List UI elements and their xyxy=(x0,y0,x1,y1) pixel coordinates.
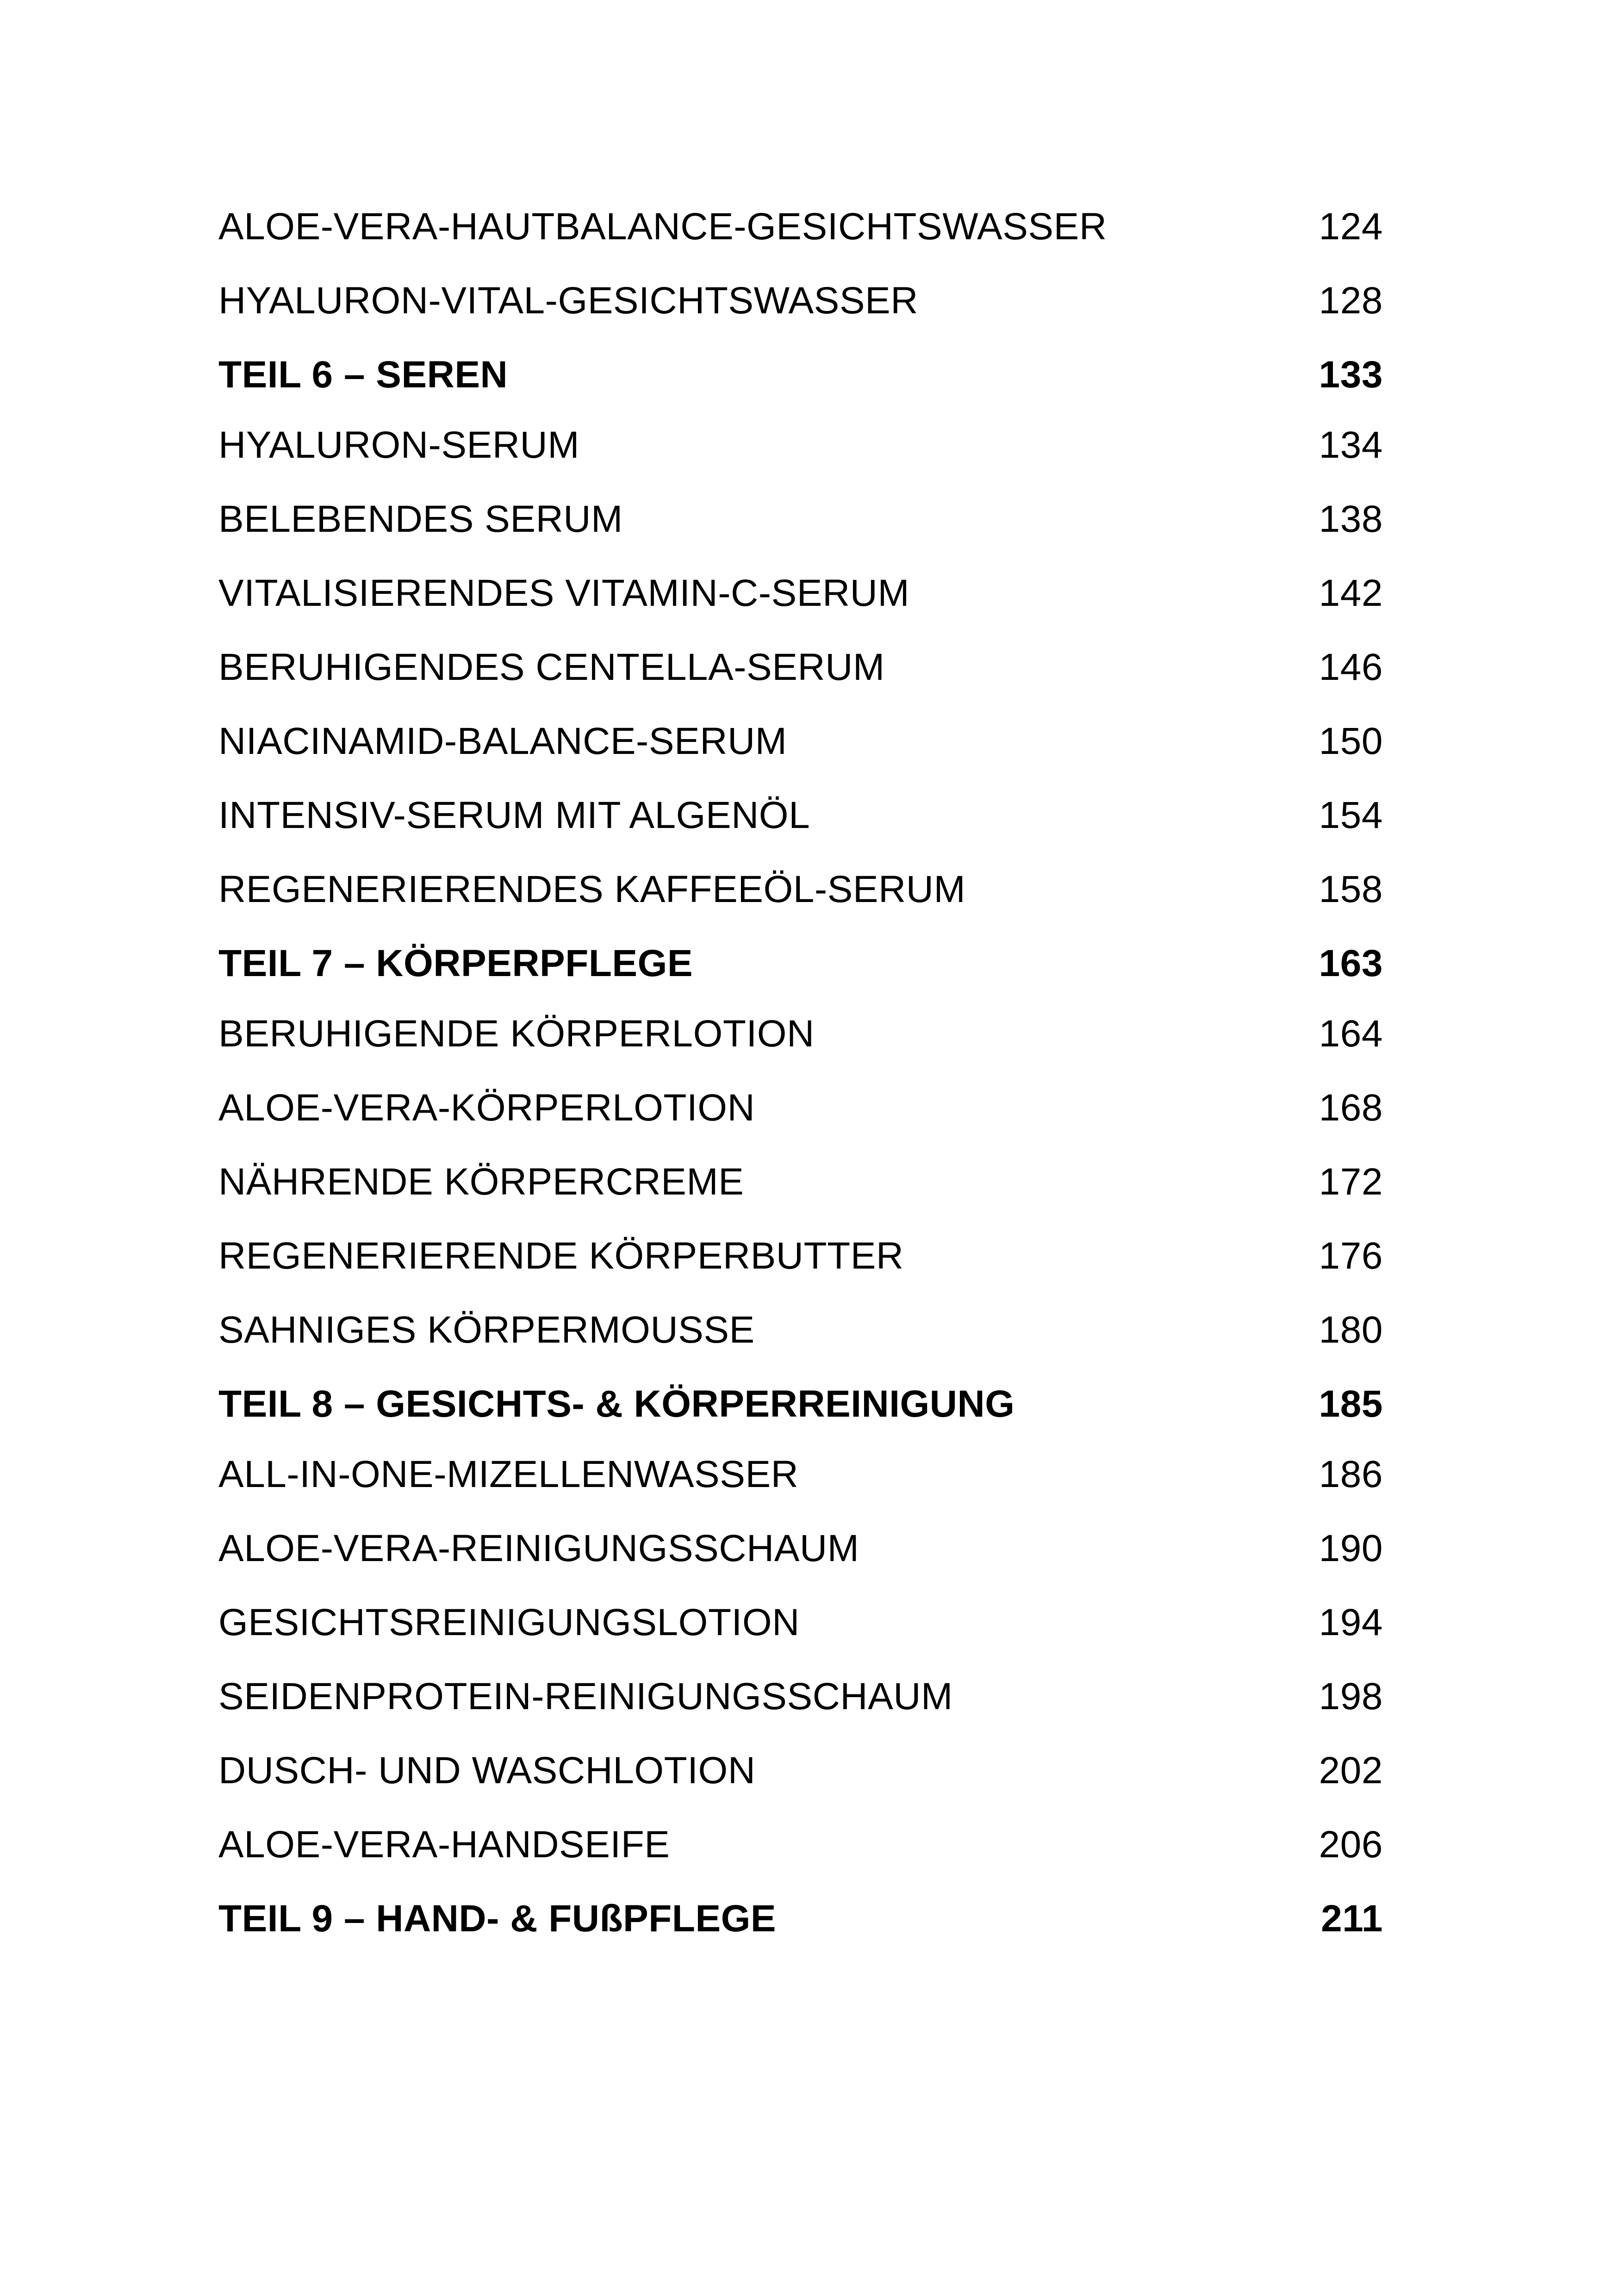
toc-page-number: 202 xyxy=(1319,1749,1383,1792)
toc-entry-title: NIACINAMID-BALANCE-SERUM xyxy=(218,720,787,762)
toc-page-number: 168 xyxy=(1319,1087,1383,1129)
toc-page-number: 146 xyxy=(1319,646,1383,688)
toc-page-number: 158 xyxy=(1319,868,1383,910)
toc-page-number: 142 xyxy=(1319,572,1383,614)
toc-entry-title: SEIDENPROTEIN-REINIGUNGSSCHAUM xyxy=(218,1675,953,1717)
toc-page-number: 211 xyxy=(1321,1898,1383,1940)
toc-section-heading xyxy=(218,352,1383,398)
toc-page-number: 163 xyxy=(1319,942,1383,984)
toc-entry-title: INTENSIV-SERUM MIT ALGENÖL xyxy=(218,794,810,836)
toc-entry-title: HYALURON-VITAL-GESICHTSWASSER xyxy=(218,280,918,322)
toc-entry xyxy=(218,496,1383,542)
toc-section-heading xyxy=(218,1381,1383,1427)
toc-entry xyxy=(218,1011,1383,1057)
toc-entry-title: ALOE-VERA-KÖRPERLOTION xyxy=(218,1087,755,1129)
toc-page-number: 180 xyxy=(1319,1309,1383,1351)
toc-page-number: 154 xyxy=(1319,794,1383,836)
toc-entry-title: REGENERIERENDES KAFFEEÖL-SERUM xyxy=(218,868,966,910)
toc-page-number: 150 xyxy=(1319,720,1383,762)
toc-entry-title: ALOE-VERA-HANDSEIFE xyxy=(218,1823,670,1866)
toc-entry-title: ALOE-VERA-HAUTBALANCE-GESICHTSWASSER xyxy=(218,205,1107,248)
toc-entry-title: BERUHIGENDE KÖRPERLOTION xyxy=(218,1013,815,1055)
toc-entry xyxy=(218,1822,1383,1868)
toc-page-number: 190 xyxy=(1319,1527,1383,1569)
toc-entry xyxy=(218,1307,1383,1353)
toc-page-number: 194 xyxy=(1319,1601,1383,1643)
toc-entry-title: HYALURON-SERUM xyxy=(218,424,579,466)
toc-entry xyxy=(218,422,1383,468)
toc-entry xyxy=(218,866,1383,913)
toc-entry-title: DUSCH- UND WASCHLOTION xyxy=(218,1749,756,1792)
toc-entry xyxy=(218,204,1383,250)
toc-entry xyxy=(218,1451,1383,1498)
toc-page-number: 172 xyxy=(1319,1161,1383,1203)
toc-entry-title: GESICHTSREINIGUNGSLOTION xyxy=(218,1601,800,1643)
toc-entry xyxy=(218,570,1383,616)
toc-page-number: 134 xyxy=(1319,424,1383,466)
toc-entry-title: NÄHRENDE KÖRPERCREME xyxy=(218,1161,744,1203)
toc-entry xyxy=(218,1233,1383,1279)
toc-entry xyxy=(218,278,1383,324)
toc-section-heading xyxy=(218,940,1383,987)
table-of-contents xyxy=(218,204,1383,1966)
toc-entry-title: VITALISIERENDES VITAMIN-C-SERUM xyxy=(218,572,910,614)
toc-entry xyxy=(218,1599,1383,1646)
toc-entry xyxy=(218,792,1383,839)
toc-section-title: TEIL 7 – KÖRPERPFLEGE xyxy=(218,942,693,984)
toc-page-number: 133 xyxy=(1319,354,1383,396)
toc-entry xyxy=(218,1674,1383,1720)
toc-entry-title: SAHNIGES KÖRPERMOUSSE xyxy=(218,1309,755,1351)
toc-entry xyxy=(218,1159,1383,1205)
toc-page-number: 164 xyxy=(1319,1013,1383,1055)
toc-entry-title: ALOE-VERA-REINIGUNGSSCHAUM xyxy=(218,1527,859,1569)
toc-section-title: TEIL 8 – GESICHTS- & KÖRPERREINIGUNG xyxy=(218,1383,1015,1425)
toc-page-number: 176 xyxy=(1319,1235,1383,1277)
toc-entry xyxy=(218,644,1383,691)
toc-entry xyxy=(218,1748,1383,1794)
toc-page-number: 198 xyxy=(1319,1675,1383,1717)
toc-entry-title: BERUHIGENDES CENTELLA-SERUM xyxy=(218,646,885,688)
toc-section-title: TEIL 9 – HAND- & FUßPFLEGE xyxy=(218,1898,777,1940)
toc-entry xyxy=(218,1525,1383,1572)
toc-page-number: 128 xyxy=(1319,280,1383,322)
toc-entry-title: ALL-IN-ONE-MIZELLENWASSER xyxy=(218,1453,799,1495)
toc-page-number: 185 xyxy=(1319,1383,1383,1425)
toc-entry-title: REGENERIERENDE KÖRPERBUTTER xyxy=(218,1235,904,1277)
toc-section-heading xyxy=(218,1896,1383,1942)
toc-page-number: 138 xyxy=(1319,498,1383,540)
toc-page-number: 186 xyxy=(1319,1453,1383,1495)
toc-entry xyxy=(218,718,1383,765)
toc-section-title: TEIL 6 – SEREN xyxy=(218,354,508,396)
toc-page-number: 124 xyxy=(1319,205,1383,248)
toc-entry-title: BELEBENDES SERUM xyxy=(218,498,623,540)
toc-page-number: 206 xyxy=(1319,1823,1383,1866)
toc-entry xyxy=(218,1085,1383,1131)
